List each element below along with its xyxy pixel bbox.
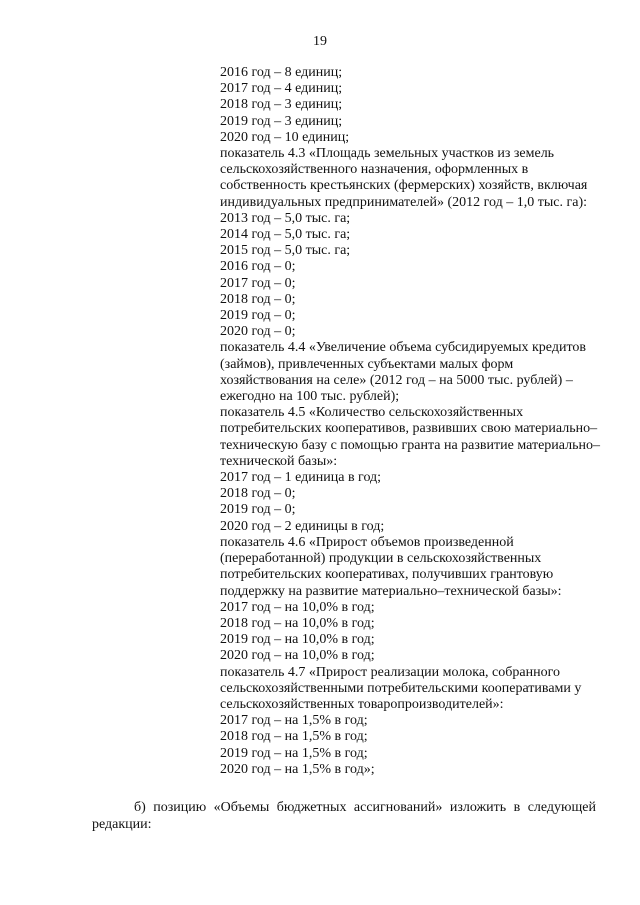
text-line: поддержку на развитие материально–технической базы»: bbox=[220, 583, 562, 599]
final-paragraph-line-2: редакции: bbox=[92, 817, 152, 832]
text-line: 2019 год – на 1,5% в год; bbox=[220, 745, 368, 761]
text-line: сельскохозяйственного назначения, оформленных в bbox=[220, 162, 529, 178]
text-line: 2019 год – на 10,0% в год; bbox=[220, 632, 375, 648]
text-line: 2017 год – на 1,5% в год; bbox=[220, 713, 368, 729]
text-line: 2020 год – на 10,0% в год; bbox=[220, 648, 375, 664]
text-line: (переработанной) продукции в сельскохозяйственных bbox=[220, 551, 542, 567]
text-line: 2020 год – 0; bbox=[220, 324, 296, 340]
text-line: 2016 год – 0; bbox=[220, 259, 296, 275]
text-line: собственность крестьянских (фермерских) хозяйств, включая bbox=[220, 178, 588, 194]
text-line: 2020 год – 10 единиц; bbox=[220, 129, 350, 145]
text-line: показатель 4.5 «Количество сельскохозяйственных bbox=[220, 405, 524, 421]
text-line: 2018 год – на 10,0% в год; bbox=[220, 615, 375, 631]
text-line: 2017 год – на 10,0% в год; bbox=[220, 599, 375, 615]
text-line: показатель 4.6 «Прирост объемов произведенной bbox=[220, 534, 514, 550]
text-line: индивидуальных предпринимателей» (2012 год – 1,0 тыс. га): bbox=[220, 194, 588, 210]
text-line: потребительских кооперативах, получивших грантовую bbox=[220, 567, 554, 583]
text-line: 2017 год – 4 единиц; bbox=[220, 81, 343, 97]
text-line: 2017 год – 1 единица в год; bbox=[220, 470, 382, 486]
final-paragraph bbox=[92, 799, 596, 833]
text-line: 2015 год – 5,0 тыс. га; bbox=[220, 243, 351, 259]
text-line: 2013 год – 5,0 тыс. га; bbox=[220, 210, 351, 226]
text-line: 2019 год – 0; bbox=[220, 502, 296, 518]
text-line: 2019 год – 0; bbox=[220, 308, 296, 324]
text-line: хозяйствования на селе» (2012 год – на 5000 тыс. рублей) – bbox=[220, 372, 573, 388]
final-paragraph-line-1: б) позицию «Объемы бюджетных ассигнований» изложить в следующей bbox=[134, 800, 596, 815]
text-line: 2017 год – 0; bbox=[220, 275, 296, 291]
text-line: техническую базу с помощью гранта на развитие материально– bbox=[220, 437, 600, 453]
text-line: 2018 год – 0; bbox=[220, 486, 296, 502]
text-line: 2018 год – 3 единиц; bbox=[220, 97, 343, 113]
text-line: 2019 год – 3 единиц; bbox=[220, 113, 343, 129]
text-line: 2018 год – на 1,5% в год; bbox=[220, 729, 368, 745]
document-body bbox=[220, 65, 600, 778]
text-line: показатель 4.4 «Увеличение объема субсидируемых кредитов bbox=[220, 340, 586, 356]
text-line: 2020 год – 2 единицы в год; bbox=[220, 518, 385, 534]
text-line: 2016 год – 8 единиц; bbox=[220, 65, 343, 80]
text-line: 2018 год – 0; bbox=[220, 291, 296, 307]
page-number: 19 bbox=[313, 34, 327, 49]
text-line: 2014 год – 5,0 тыс. га; bbox=[220, 227, 351, 243]
text-line: показатель 4.7 «Прирост реализации молока, собранного bbox=[220, 664, 560, 680]
text-line: технической базы»: bbox=[220, 453, 338, 469]
text-line: 2020 год – на 1,5% в год»; bbox=[220, 761, 375, 777]
text-line: (займов), привлеченных субъектами малых форм bbox=[220, 356, 514, 372]
text-line: сельскохозяйственными потребительскими кооперативами у bbox=[220, 680, 582, 696]
text-line: показатель 4.3 «Площадь земельных участков из земель bbox=[220, 146, 555, 162]
text-line: сельскохозяйственных товаропроизводителей»: bbox=[220, 696, 504, 712]
text-line: ежегодно на 100 тыс. рублей); bbox=[220, 389, 400, 405]
text-line: потребительских кооперативов, развивших свою материально– bbox=[220, 421, 598, 437]
